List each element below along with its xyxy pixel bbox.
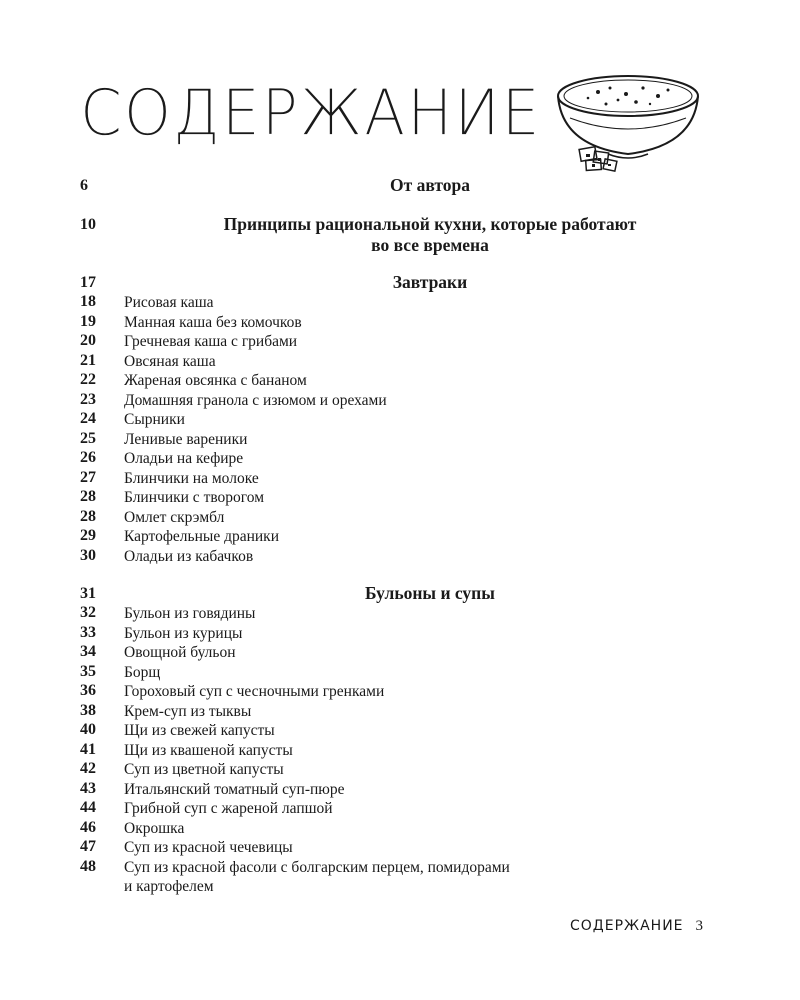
- toc-item-label: Окрошка: [124, 819, 185, 837]
- toc-page-number: 31: [80, 585, 96, 602]
- toc-section-heading: Завтраки: [392, 272, 468, 292]
- toc-item-label: Ленивые вареники: [124, 430, 248, 448]
- toc-item-label: Итальянский томатный суп-пюре: [124, 780, 345, 798]
- toc-item-label: Суп из красной чечевицы: [124, 839, 293, 856]
- toc-item-label: Бульон из говядины: [124, 605, 256, 622]
- toc-page-number: 32: [80, 604, 96, 621]
- footer-running-title: СОДЕРЖАНИЕ: [570, 918, 684, 934]
- toc-item-label: Овощной бульон: [124, 644, 236, 661]
- toc-page-number: 47: [80, 838, 96, 855]
- toc-item-label: Сырники: [124, 411, 185, 428]
- toc-page-number: 23: [80, 390, 96, 408]
- toc-item-label: Крем-суп из тыквы: [124, 702, 252, 720]
- toc-page-number: 19: [80, 312, 96, 330]
- toc-page-number: 21: [80, 351, 96, 369]
- toc-page-number: 35: [80, 662, 96, 680]
- toc-page-number: 28: [80, 507, 96, 525]
- toc-item-label: Оладьи из кабачков: [124, 547, 254, 565]
- toc-page-number: 6: [80, 177, 88, 194]
- toc-page-number: 41: [80, 740, 96, 758]
- toc-section-heading: Принципы рациональной кухни, которые работают во все времена: [223, 214, 637, 255]
- toc-page-number: 27: [80, 468, 96, 486]
- toc-page-number: 28: [80, 488, 96, 505]
- toc-page-number: 36: [80, 682, 96, 699]
- soup-bowl-illustration: [548, 66, 718, 186]
- toc-page-number: 44: [80, 799, 96, 816]
- toc-item-label: Бульон из курицы: [124, 624, 243, 642]
- toc-item-label: Омлет скрэмбл: [124, 508, 225, 526]
- page-title: СОДЕРЖАНИЕ: [80, 76, 542, 151]
- toc-page-number: 46: [80, 818, 96, 836]
- footer-page-number: 3: [695, 918, 705, 934]
- toc-item-label: Суп из красной фасоли с болгарским перцем, помидорами и картофелем: [124, 858, 510, 895]
- toc-page-number: 26: [80, 449, 96, 466]
- toc-item-label: Оладьи на кефире: [124, 450, 244, 467]
- toc-page-number: 30: [80, 546, 96, 564]
- toc-page-number: 25: [80, 429, 96, 447]
- toc-item-label: Щи из свежей капусты: [124, 722, 275, 739]
- toc-item-label: Борщ: [124, 663, 161, 681]
- toc-page-number: 40: [80, 721, 96, 738]
- toc-page-number: 10: [80, 216, 96, 233]
- toc-item-label: Блинчики с творогом: [124, 489, 265, 506]
- page-footer: [570, 918, 704, 935]
- toc-item-label: Гороховый суп с чесночными гренками: [124, 683, 385, 700]
- toc-item-label: Рисовая каша: [124, 294, 214, 311]
- toc-item-label: Овсяная каша: [124, 352, 216, 370]
- toc-page-number: 34: [80, 643, 96, 660]
- toc-page-number: 42: [80, 760, 96, 777]
- toc-page-number: 33: [80, 623, 96, 641]
- toc-item-label: Манная каша без комочков: [124, 313, 302, 331]
- toc-page-number: 38: [80, 701, 96, 719]
- toc-item-label: Жареная овсянка с бананом: [124, 372, 307, 389]
- toc-page-number: 18: [80, 293, 96, 310]
- toc-item-label: Домашняя гранола с изюмом и орехами: [124, 391, 387, 409]
- toc-item-label: Гречневая каша с грибами: [124, 333, 298, 350]
- toc-page-number: 48: [80, 857, 96, 875]
- toc-item-label: Картофельные драники: [124, 528, 279, 545]
- toc-page-number: 43: [80, 779, 96, 797]
- toc-item-label: Щи из квашеной капусты: [124, 741, 293, 759]
- toc-page-number: 24: [80, 410, 96, 427]
- toc-page-number: 29: [80, 527, 96, 544]
- toc-item-label: Суп из цветной капусты: [124, 761, 284, 778]
- toc-item-label: Грибной суп с жареной лапшой: [124, 800, 333, 817]
- toc-section-heading: Бульоны и супы: [365, 583, 495, 603]
- toc-item-label: Блинчики на молоке: [124, 469, 259, 487]
- toc-section-heading: От автора: [390, 175, 470, 195]
- toc-page-number: 17: [80, 274, 96, 291]
- toc-page-number: 22: [80, 371, 96, 388]
- toc-page-number: 20: [80, 332, 96, 349]
